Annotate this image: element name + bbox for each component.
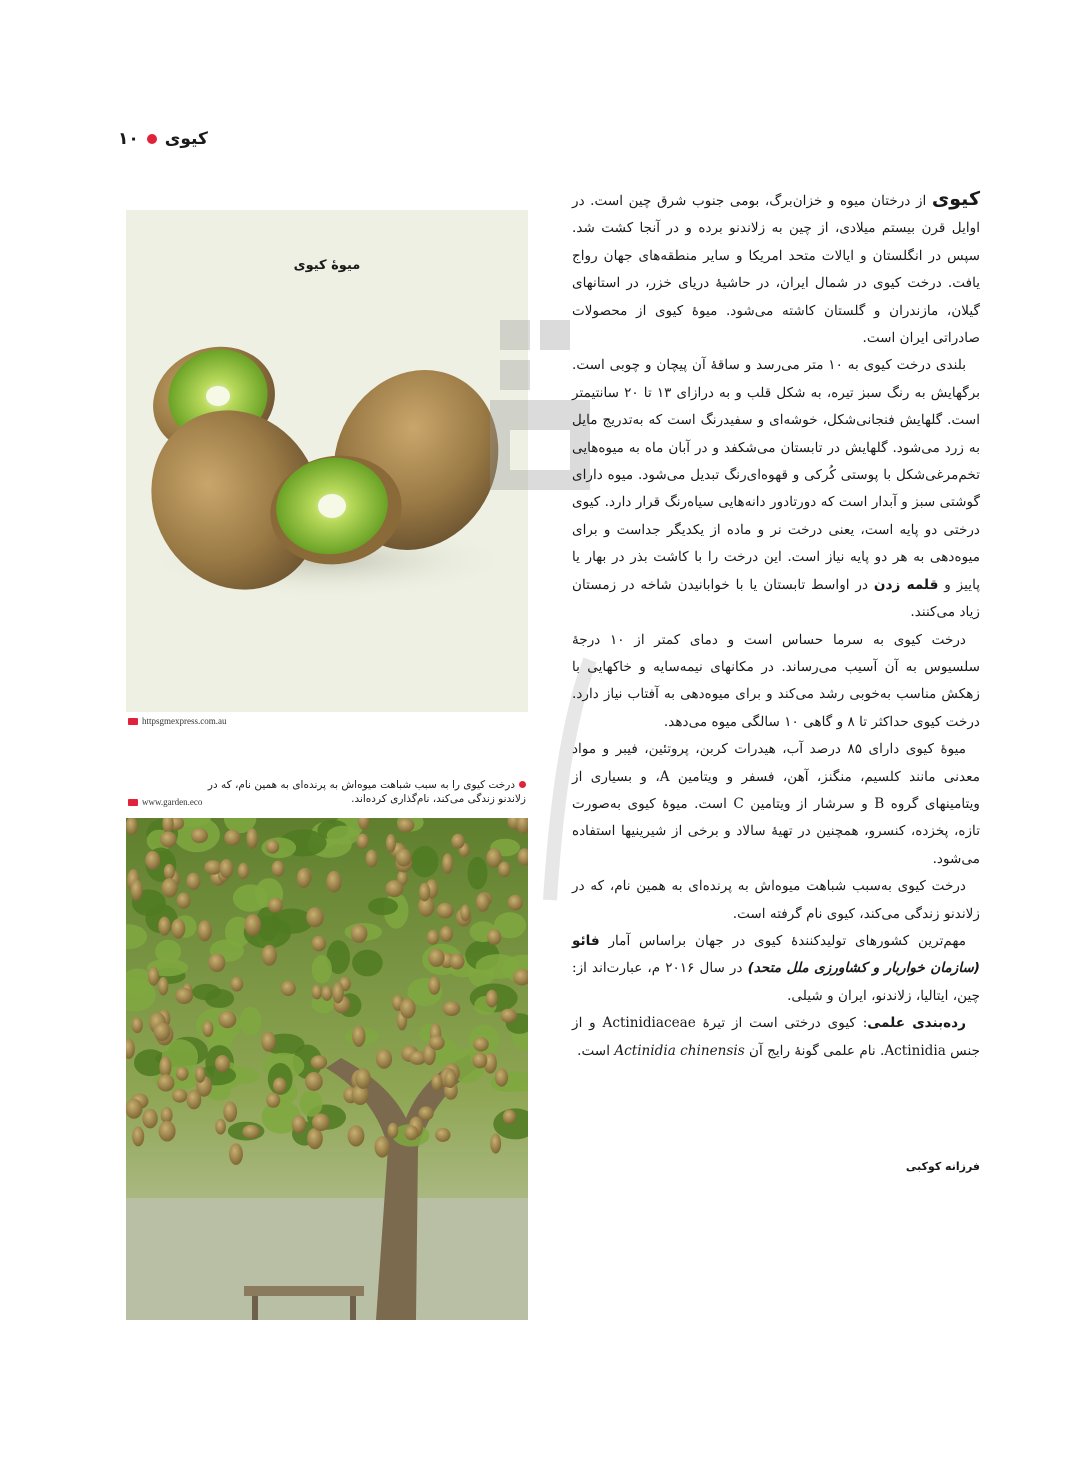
kiwi-fruit — [154, 1022, 171, 1041]
kiwi-fruit — [160, 832, 177, 848]
kiwi-fruit — [355, 1068, 371, 1089]
page-number: ۱۰ — [118, 129, 139, 149]
caption-bullet-icon — [519, 781, 526, 788]
leaf — [240, 1007, 262, 1036]
kiwi-fruit — [292, 1115, 306, 1133]
leaf — [411, 846, 439, 877]
kiwi-fruit — [242, 1125, 260, 1139]
leaf — [312, 955, 332, 983]
figure2-credit — [128, 797, 202, 807]
kiwi-fruit — [246, 828, 257, 849]
leaf — [352, 950, 383, 977]
paragraph-6-bold: فائو — [572, 932, 600, 949]
figure-title: میوهٔ کیوی — [293, 258, 361, 273]
kiwi-fruit — [162, 878, 178, 897]
kiwi-fruit — [431, 1074, 442, 1091]
kiwi-fruit — [500, 1009, 517, 1023]
kiwi-fruit — [126, 1099, 143, 1119]
orchard-illustration — [126, 818, 528, 1320]
kiwi-fruit — [388, 1123, 399, 1139]
kiwi-fruit — [187, 1090, 202, 1110]
paragraph-7-italic: Actinidia chinensis — [614, 1042, 745, 1059]
kiwi-fruit — [131, 880, 143, 902]
kiwi-fruit — [397, 818, 414, 832]
kiwi-fruit — [157, 1074, 174, 1091]
kiwi-fruit — [307, 1128, 323, 1149]
kiwi-fruit — [366, 850, 378, 868]
kiwi-fruit — [386, 834, 396, 853]
kiwi-fruit — [268, 898, 283, 913]
leaf — [300, 1091, 323, 1117]
kiwi-fruit — [495, 1068, 508, 1086]
kiwi-fruit — [266, 1093, 280, 1108]
kiwi-fruit — [460, 905, 470, 922]
kiwi-fruit — [375, 1136, 390, 1157]
figure2-credit-text: www.garden.eco — [142, 797, 203, 807]
kiwi-fruit — [321, 986, 332, 1001]
kiwi-fruit — [223, 1102, 237, 1123]
header-dot — [147, 134, 157, 144]
kiwi-fruit — [191, 828, 208, 843]
kiwi-fruit — [503, 1110, 516, 1125]
kiwi-fruit — [435, 1128, 450, 1142]
kiwi-fruit — [230, 977, 243, 992]
kiwi-fruit — [266, 840, 279, 854]
leaf — [192, 984, 221, 1000]
section-title: کیوی — [164, 129, 208, 149]
paragraph-5: درخت کیوی به‌سبب شباهت میوه‌اش به پرنده‌ای به همین نام، که در زلاندنو زندگی می‌کند، کیوی نام گرفته است. — [572, 878, 980, 922]
kiwi-fruit — [204, 860, 222, 875]
kiwi-fruit — [312, 936, 327, 952]
paragraph-7-text-a: : کیوی درختی است از تیرهٔ Actinidiaceae و از جنس Actinidia. نام علمی گونهٔ رایج آن — [572, 1015, 980, 1059]
paragraph-6-text-a: مهم‌ترین کشورهای تولیدکنندهٔ کیوی در جهان براساس آمار — [599, 932, 966, 949]
camera-icon — [128, 718, 138, 725]
kiwi-fruit — [486, 990, 498, 1008]
kiwi-fruit — [487, 929, 501, 945]
kiwi-fruit — [444, 1070, 456, 1088]
paragraph-6-italic: (سازمان خواربار و کشاورزی ملل متحد) — [747, 960, 980, 977]
page-header — [118, 124, 208, 154]
kiwi-fruit — [386, 880, 404, 897]
kiwi-fruit — [176, 1067, 189, 1081]
kiwi-fruit — [332, 982, 344, 1003]
kiwi-fruit — [273, 1078, 287, 1094]
kiwi-fruit — [229, 1143, 243, 1165]
kiwi-fruit — [195, 1066, 205, 1083]
kiwi-fruit — [224, 830, 240, 846]
kiwi-fruit — [132, 1017, 143, 1033]
paragraph-1-text: از درختان میوه و خزان‌برگ، بومی جنوب شرق چین است. در اوایل قرن بیستم میلادی، از چین به زلاندنو برده و در آنجا کشت شد. سپس در انگلستان و ایالات متحد امریکا و سایر منطقه‌های جهان رواج یافت. درخت کیوی در شمال ایران، در حاشیهٔ دریای خزر، در استانهای گیلان، مازندران و گلستان کاشته می‌شود. میوهٔ کیوی از محصولات صادراتی ایران است. — [572, 193, 980, 347]
figure2-caption — [200, 778, 526, 806]
kiwi-fruit — [427, 930, 439, 945]
kiwi-fruit — [405, 1126, 419, 1141]
paragraph-2-text-b: در اواسط تابستان یا با خوابانیدن شاخه در زمستان زیاد می‌کنند. — [572, 576, 980, 621]
leaf — [476, 954, 520, 979]
leaf — [468, 857, 488, 890]
kiwi-fruit — [443, 1001, 461, 1016]
kiwi-fruit — [158, 977, 168, 996]
kiwi-fruit — [172, 1089, 187, 1103]
kiwi-fruit — [351, 924, 368, 943]
kiwi-fruit — [159, 1056, 171, 1077]
kiwi-fruit — [419, 883, 430, 902]
kiwi-fruit — [305, 1072, 323, 1091]
kiwi-fruit — [311, 1055, 327, 1069]
paragraph-4: میوهٔ کیوی دارای ۸۵ درصد آب، هیدرات کربن، پروتئین، فیبر و مواد معدنی مانند کلسیم، منگنز، آهن، فسفر و ویتامین A، و بسیاری از ویتامینهای گروه B و سرشار از ویتامین C است. میوهٔ کیوی به‌صورت تازه، پخزده، کنسرو، همچنین در تهیهٔ سالاد و برخی از شیرینیها استفاده می‌شود. — [572, 741, 980, 867]
kiwi-fruit — [348, 1125, 365, 1146]
kiwi-fruit — [396, 849, 412, 867]
kiwi-fruit — [245, 914, 262, 936]
paragraph-1 — [572, 186, 980, 352]
leaf — [233, 884, 268, 911]
kiwi-fruit — [376, 1049, 392, 1069]
kiwi-fruit — [312, 1114, 330, 1132]
camera-icon — [128, 799, 138, 806]
kiwi-fruit — [428, 949, 444, 967]
kiwi-fruit — [145, 851, 160, 870]
kiwi-fruit — [451, 834, 464, 849]
kiwi-fruit — [164, 864, 175, 880]
kiwi-fruit — [400, 998, 416, 1018]
paragraph-2 — [572, 352, 980, 626]
kiwi-fruit — [261, 1032, 276, 1052]
author-name: فرزانه کوکبی — [905, 1160, 980, 1173]
kiwi-fruit — [177, 893, 191, 909]
figure1-credit — [128, 716, 227, 726]
lead-word: کیوی — [931, 188, 980, 210]
leaf — [368, 898, 398, 916]
paragraph-6-text-b: در سال ۲۰۱۶ م، عبارت‌اند از: چین، ایتالیا، زلاندنو، ایران و شیلی. — [572, 960, 980, 1004]
kiwi-fruit — [202, 1021, 213, 1037]
paragraph-2-text-a: بلندی درخت کیوی به ۱۰ متر می‌رسد و ساقهٔ آن پیچان و چوبی است. برگهایش به رنگ سبز تیره، به شکل قلب و به درازای ۱۳ تا ۲۰ سانتیمتر است. گلهایش فنجانی‌شکل، خوشه‌ای و سفیدرنگ است که به‌تدریج مایل به زرد می‌شود. گلهایش در تابستان می‌شکفد و در آبان ماه به میوه‌هایی تخم‌مرغی‌شکل با پوستی کُرکی و قهوه‌ای‌رنگ تبدیل می‌شود. میوه دارای گوشتی سبز و آبدار است که دورتادور دانه‌هایی سیاه‌رنگ قرار دارد. کیوی درختی دو پایه است، یعنی درخت نر و ماده از یکدیگر جداست و برای میوه‌دهی به هر دو پایه نیاز است. این درخت را با کاشت بذر در بهار یا پاییز و — [572, 357, 980, 593]
paragraph-2-bold: قلمه زدن — [873, 576, 939, 593]
kiwi-fruit — [208, 953, 225, 972]
kiwi-fruit — [132, 1126, 144, 1146]
kiwi-fruit — [215, 1119, 226, 1135]
kiwi-fruit — [175, 988, 193, 1004]
kiwi-fruit — [326, 871, 341, 893]
kiwi-fruit — [352, 1026, 365, 1047]
kiwi-fruit — [218, 1011, 236, 1028]
kiwi-fruit — [215, 1055, 230, 1072]
kiwi-fruit — [186, 873, 200, 890]
kiwi-fruit — [272, 861, 285, 877]
kiwi-fruit — [442, 853, 453, 874]
kiwi-fruit — [142, 1109, 157, 1129]
leaf — [327, 826, 360, 845]
kiwi-fruit — [450, 954, 465, 970]
kiwi-fruit — [440, 926, 453, 942]
paragraph-6 — [572, 928, 980, 1010]
kiwi-fruit — [476, 893, 490, 912]
kiwi-fruit — [281, 981, 296, 996]
kiwi-orchard-photo — [126, 818, 528, 1320]
kiwi-fruit — [198, 920, 212, 941]
kiwi-fruit — [508, 895, 523, 911]
kiwi-fruit — [312, 985, 323, 1000]
figure1-credit-text: httpsgmexpress.com.au — [142, 716, 227, 726]
paragraph-3: درخت کیوی به سرما حساس است و دمای کمتر از ۱۰ درجهٔ سلسیوس به آن آسیب می‌رساند. در مکانهای نیمه‌سایه و خاکهایی با زهکش مناسب به‌خوبی رشد می‌کند و برای میوه‌دهی به آفتاب نیاز دارد. درخت کیوی حداکثر تا ۸ و گاهی ۱۰ سالگی میوه می‌دهد. — [572, 631, 980, 730]
kiwi-fruit — [159, 1121, 176, 1142]
kiwi-fruit — [220, 859, 234, 878]
figure2-caption-text: درخت کیوی را به سبب شباهت میوه‌اش به پرنده‌ای به همین نام، که در زلاندنو زندگی می‌کند، نام‌گذاری کرده‌اند. — [207, 779, 526, 805]
paragraph-7-bold: رده‌بندی علمی — [867, 1015, 966, 1032]
kiwi-fruit — [297, 868, 311, 888]
kiwi-fruit — [429, 1035, 445, 1050]
paragraph-7-text-b: است. — [577, 1042, 615, 1059]
kiwi-fruit — [158, 917, 170, 936]
kiwi-fruit — [472, 1053, 487, 1069]
kiwi-fruit — [419, 1106, 434, 1120]
kiwi-fruit — [148, 967, 159, 986]
kiwi-fruit — [490, 1134, 501, 1154]
kiwi-fruit-figure — [126, 210, 528, 712]
kiwi-fruit — [262, 945, 277, 966]
kiwi-fruit — [357, 834, 369, 849]
article-body — [572, 186, 980, 1065]
kiwi-fruit — [238, 863, 249, 879]
kiwi-fruit — [428, 976, 440, 994]
kiwi-fruit — [306, 907, 324, 927]
kiwi-fruit — [171, 919, 185, 939]
kiwi-fruit-illustration — [126, 210, 528, 712]
kiwi-fruit — [498, 862, 510, 878]
kiwi-fruit — [473, 1037, 489, 1051]
paragraph-7 — [572, 1010, 980, 1065]
kiwi-fruit — [437, 903, 454, 919]
